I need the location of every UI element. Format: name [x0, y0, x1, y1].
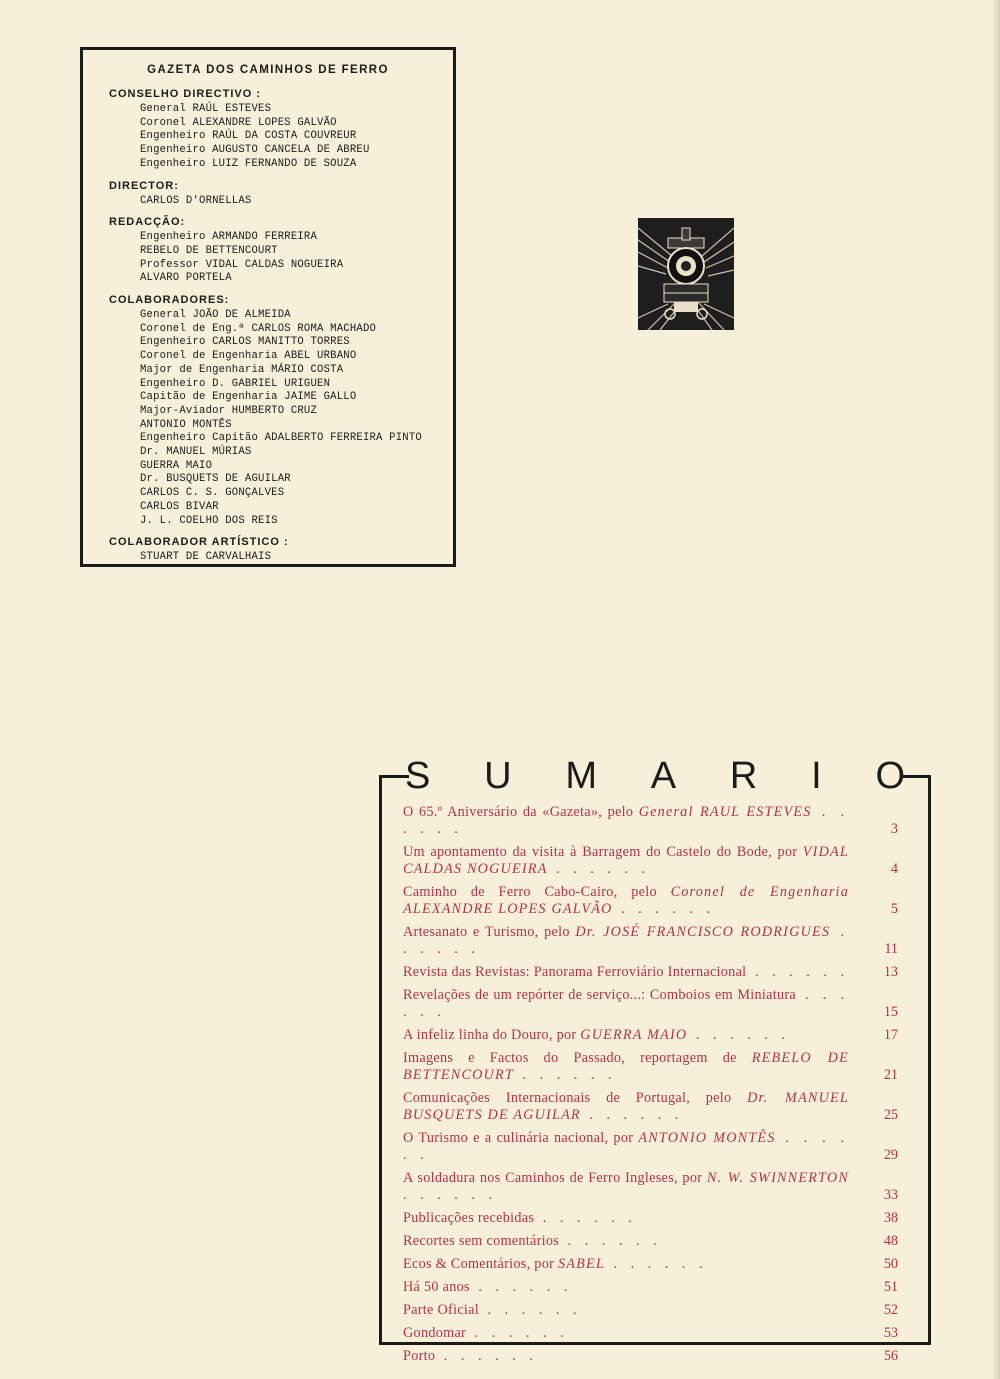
- toc-entry-title: Gondomar: [403, 1325, 467, 1341]
- toc-entry: [403, 1233, 898, 1250]
- toc-entry-title: Caminho de Ferro Cabo-Cairo, pelo: [403, 884, 671, 900]
- toc-page-number: 29: [883, 1147, 898, 1163]
- sumario-title-letter: A: [650, 755, 677, 797]
- locomotive-woodcut-icon: [638, 218, 734, 330]
- staff-section: [109, 216, 453, 286]
- staff-name: Coronel de Engenharia ABEL URBANO: [140, 350, 357, 363]
- toc-entry-text: [403, 1279, 849, 1296]
- sumario-title-letter: I: [811, 755, 822, 797]
- toc-leader-dots: . . . . . .: [580, 1107, 684, 1123]
- staff-name: STUART DE CARVALHAIS: [140, 551, 272, 564]
- staff-name: Professor VIDAL CALDAS NOGUEIRA: [140, 258, 344, 271]
- toc-entry-text: [403, 1325, 849, 1342]
- toc-entry-title: O Turismo e a culinária nacional, por: [403, 1130, 639, 1146]
- toc-leader-dots: . . . . . .: [466, 1325, 569, 1341]
- staff-name: ALVARO PORTELA: [140, 272, 232, 285]
- staff-heading: COLABORADORES:: [109, 294, 230, 307]
- toc-leader-dots: . . . . . .: [469, 1279, 573, 1295]
- toc-leader-dots: . . . . . .: [687, 1027, 790, 1043]
- staff-name: CARLOS BIVAR: [140, 500, 219, 513]
- toc-entry-title: Publicações recebidas: [403, 1210, 535, 1226]
- staff-name: Engenheiro AUGUSTO CANCELA DE ABREU: [140, 144, 370, 157]
- toc-page-number: 48: [883, 1233, 898, 1249]
- staff-name: Engenheiro LUIZ FERNANDO DE SOUZA: [140, 157, 357, 170]
- staff-name: Engenheiro CARLOS MANITTO TORRES: [140, 336, 350, 349]
- staff-section: [109, 88, 453, 172]
- toc-entry-text: [403, 1090, 849, 1124]
- toc-entry-text: [403, 1348, 849, 1365]
- toc-page-number: 56: [883, 1348, 898, 1364]
- toc-entry-text: [403, 1027, 849, 1044]
- staff-name: General RAÚL ESTEVES: [140, 103, 272, 115]
- toc-entry-text: [403, 1170, 849, 1204]
- toc-entry: [403, 1170, 898, 1204]
- toc-leader-dots: . . . . . .: [435, 1348, 538, 1364]
- toc-page-number: 25: [883, 1107, 898, 1123]
- staff-name: Dr. BUSQUETS DE AGUILAR: [140, 473, 291, 486]
- staff-section: [109, 180, 453, 209]
- toc-entry: [403, 1302, 898, 1319]
- toc-entry-title: Parte Oficial: [403, 1302, 479, 1318]
- staff-heading: CONSELHO DIRECTIVO :: [109, 88, 262, 100]
- staff-name: General JOÃO DE ALMEIDA: [140, 309, 291, 322]
- sumario-title-letter: S: [405, 755, 431, 797]
- toc-page-number: 17: [883, 1027, 898, 1043]
- toc-page-number: 15: [883, 1004, 898, 1020]
- sumario-title: [405, 754, 905, 798]
- toc-page-number: 3: [890, 821, 898, 837]
- toc-entry-text: [403, 844, 849, 878]
- toc-page-number: 4: [890, 861, 898, 877]
- toc-leader-dots: . . . . . .: [403, 924, 849, 957]
- toc-page-number: 50: [883, 1256, 898, 1272]
- toc-entry-title: Ecos & Comentários, por: [403, 1256, 558, 1272]
- toc-entry: [403, 804, 898, 838]
- toc-entry: [403, 1279, 898, 1296]
- staff-name: ANTONIO MONTÊS: [140, 418, 232, 431]
- toc-entry: [403, 1210, 898, 1227]
- toc-entry-text: [403, 1256, 849, 1273]
- toc-entry-title: Um apontamento da visita à Barragem do Castelo do Bode, por: [403, 844, 803, 860]
- toc-entry: [403, 924, 898, 958]
- toc-entry: [403, 1090, 898, 1124]
- staff-name: REBELO DE BETTENCOURT: [140, 244, 278, 257]
- toc-entry-author: SABEL: [557, 1256, 605, 1272]
- toc-leader-dots: . . . . . .: [746, 964, 849, 980]
- toc-entry-title: Comunicações Internacionais de Portugal, pelo: [403, 1090, 748, 1106]
- staff-name: Engenheiro Capitão ADALBERTO FERREIRA PINTO: [140, 432, 422, 445]
- toc-entry-text: [403, 884, 849, 918]
- toc-entry: [403, 1325, 898, 1342]
- toc-entry-title: Revista das Revistas: Panorama Ferroviário Internacional: [403, 964, 747, 980]
- toc-entry-author: ANTONIO MONTÊS: [638, 1130, 776, 1146]
- toc-entry-title: Revelações de um repórter de serviço...: Comboios em Miniatura: [403, 987, 797, 1003]
- toc-entry-author: N. W. SWINNERTON: [706, 1170, 849, 1186]
- toc-entry-title: Porto: [403, 1348, 436, 1364]
- toc-leader-dots: . . . . . .: [559, 1233, 662, 1249]
- toc-leader-dots: . . . . . .: [612, 901, 716, 917]
- toc-page-number: 51: [883, 1279, 898, 1295]
- toc-entry-author: REBELO DE BETTENCOURT: [403, 1050, 849, 1083]
- staff-name: Engenheiro ARMANDO FERREIRA: [140, 231, 318, 244]
- toc-entry: [403, 987, 898, 1021]
- staff-name: Engenheiro D. GABRIEL URIGUEN: [140, 377, 331, 390]
- staff-name: J. L. COELHO DOS REIS: [140, 514, 278, 527]
- toc-leader-dots: . . . . . .: [403, 804, 850, 837]
- toc-leader-dots: . . . . . .: [403, 1130, 850, 1163]
- sumario-title-letter: R: [729, 755, 758, 797]
- toc-page-number: 53: [883, 1325, 898, 1341]
- staff-section: [109, 294, 453, 528]
- staff-name: Major de Engenharia MÁRIO COSTA: [140, 363, 344, 376]
- toc-entry-title: Imagens e Factos do Passado, reportagem de: [403, 1050, 752, 1066]
- table-of-contents: [403, 804, 898, 1371]
- toc-entry: [403, 1050, 898, 1084]
- toc-entry: [403, 884, 898, 918]
- toc-entry: [403, 1348, 898, 1365]
- staff-title: GAZETA DOS CAMINHOS DE FERRO: [147, 64, 389, 76]
- toc-entry: [403, 844, 898, 878]
- staff-name: Major-Aviador HUMBERTO CRUZ: [140, 404, 318, 417]
- sumario-title-letter: U: [484, 755, 512, 797]
- page-edge: [992, 0, 1000, 1379]
- toc-entry-title: Artesanato e Turismo, pelo: [403, 924, 576, 940]
- toc-entry-text: [403, 1210, 849, 1227]
- staff-name: CARLOS D'ORNELLAS: [140, 194, 252, 207]
- toc-entry-author: VIDAL CALDAS NOGUEIRA: [403, 844, 849, 877]
- staff-name: Coronel ALEXANDRE LOPES GALVÃO: [140, 116, 337, 129]
- toc-entry-author: Dr. MANUEL BUSQUETS DE AGUILAR: [403, 1090, 849, 1123]
- toc-page-number: 33: [883, 1187, 898, 1203]
- staff-heading: COLABORADOR ARTÍSTICO :: [109, 536, 289, 549]
- toc-page-number: 38: [883, 1210, 898, 1226]
- toc-entry-text: [403, 1050, 849, 1084]
- toc-leader-dots: . . . . . .: [513, 1067, 617, 1083]
- toc-page-number: 11: [884, 941, 898, 957]
- sumario-title-letter: O: [875, 755, 905, 797]
- toc-entry-title: Recortes sem comentários: [403, 1233, 560, 1249]
- toc-entry-author: General RAUL ESTEVES: [638, 804, 812, 820]
- toc-page-number: 52: [883, 1302, 898, 1318]
- toc-entry-text: [403, 1233, 849, 1250]
- toc-entry-text: [403, 987, 849, 1021]
- toc-entry-title: Há 50 anos: [403, 1279, 470, 1295]
- toc-page-number: 5: [890, 901, 898, 917]
- toc-entry-text: [403, 964, 849, 981]
- toc-entry-author: Dr. JOSÉ FRANCISCO RODRIGUES: [575, 924, 831, 940]
- staff-box: [80, 47, 456, 567]
- toc-entry: [403, 1027, 898, 1044]
- toc-entry-text: [403, 804, 849, 838]
- staff-name: Capitão de Engenharia JAIME GALLO: [140, 391, 357, 404]
- toc-entry-text: [403, 924, 849, 958]
- staff-name: Coronel de Eng.ª CARLOS ROMA MACHADO: [140, 322, 377, 335]
- toc-leader-dots: . . . . . .: [604, 1256, 708, 1272]
- toc-entry-text: [403, 1302, 849, 1319]
- staff-name: Dr. MANUEL MÚRIAS: [140, 446, 252, 459]
- staff-name: Engenheiro RAÚL DA COSTA COUVREUR: [140, 130, 357, 143]
- toc-leader-dots: . . . . . .: [534, 1210, 637, 1226]
- toc-leader-dots: . . . . . .: [479, 1302, 582, 1318]
- staff-heading: REDACÇÃO:: [109, 216, 186, 229]
- toc-entry-author: GUERRA MAIO: [580, 1027, 688, 1043]
- toc-entry-title: A infeliz linha do Douro, por: [403, 1027, 581, 1043]
- toc-entry-text: [403, 1130, 849, 1164]
- toc-leader-dots: . . . . . .: [403, 987, 849, 1020]
- toc-page-number: 21: [883, 1067, 898, 1083]
- staff-name: CARLOS C. S. GONÇALVES: [140, 487, 285, 500]
- toc-page-number: 13: [883, 964, 898, 980]
- staff-sections: [109, 88, 453, 565]
- staff-name: GUERRA MAIO: [140, 459, 213, 472]
- toc-leader-dots: . . . . . .: [403, 1187, 498, 1203]
- toc-entry: [403, 1130, 898, 1164]
- sumario-title-letter: M: [565, 755, 597, 797]
- toc-entry-title: O 65.º Aniversário da «Gazeta», pelo: [403, 804, 639, 820]
- toc-entry-title: A soldadura nos Caminhos de Ferro Ingleses, por: [403, 1170, 707, 1186]
- staff-heading: DIRECTOR:: [109, 179, 179, 192]
- toc-leader-dots: . . . . . .: [547, 861, 651, 877]
- staff-section: [109, 536, 453, 565]
- toc-entry: [403, 1256, 898, 1273]
- toc-entry-author: Coronel de Engenharia ALEXANDRE LOPES GALVÃO: [403, 884, 849, 917]
- toc-entry: [403, 964, 898, 981]
